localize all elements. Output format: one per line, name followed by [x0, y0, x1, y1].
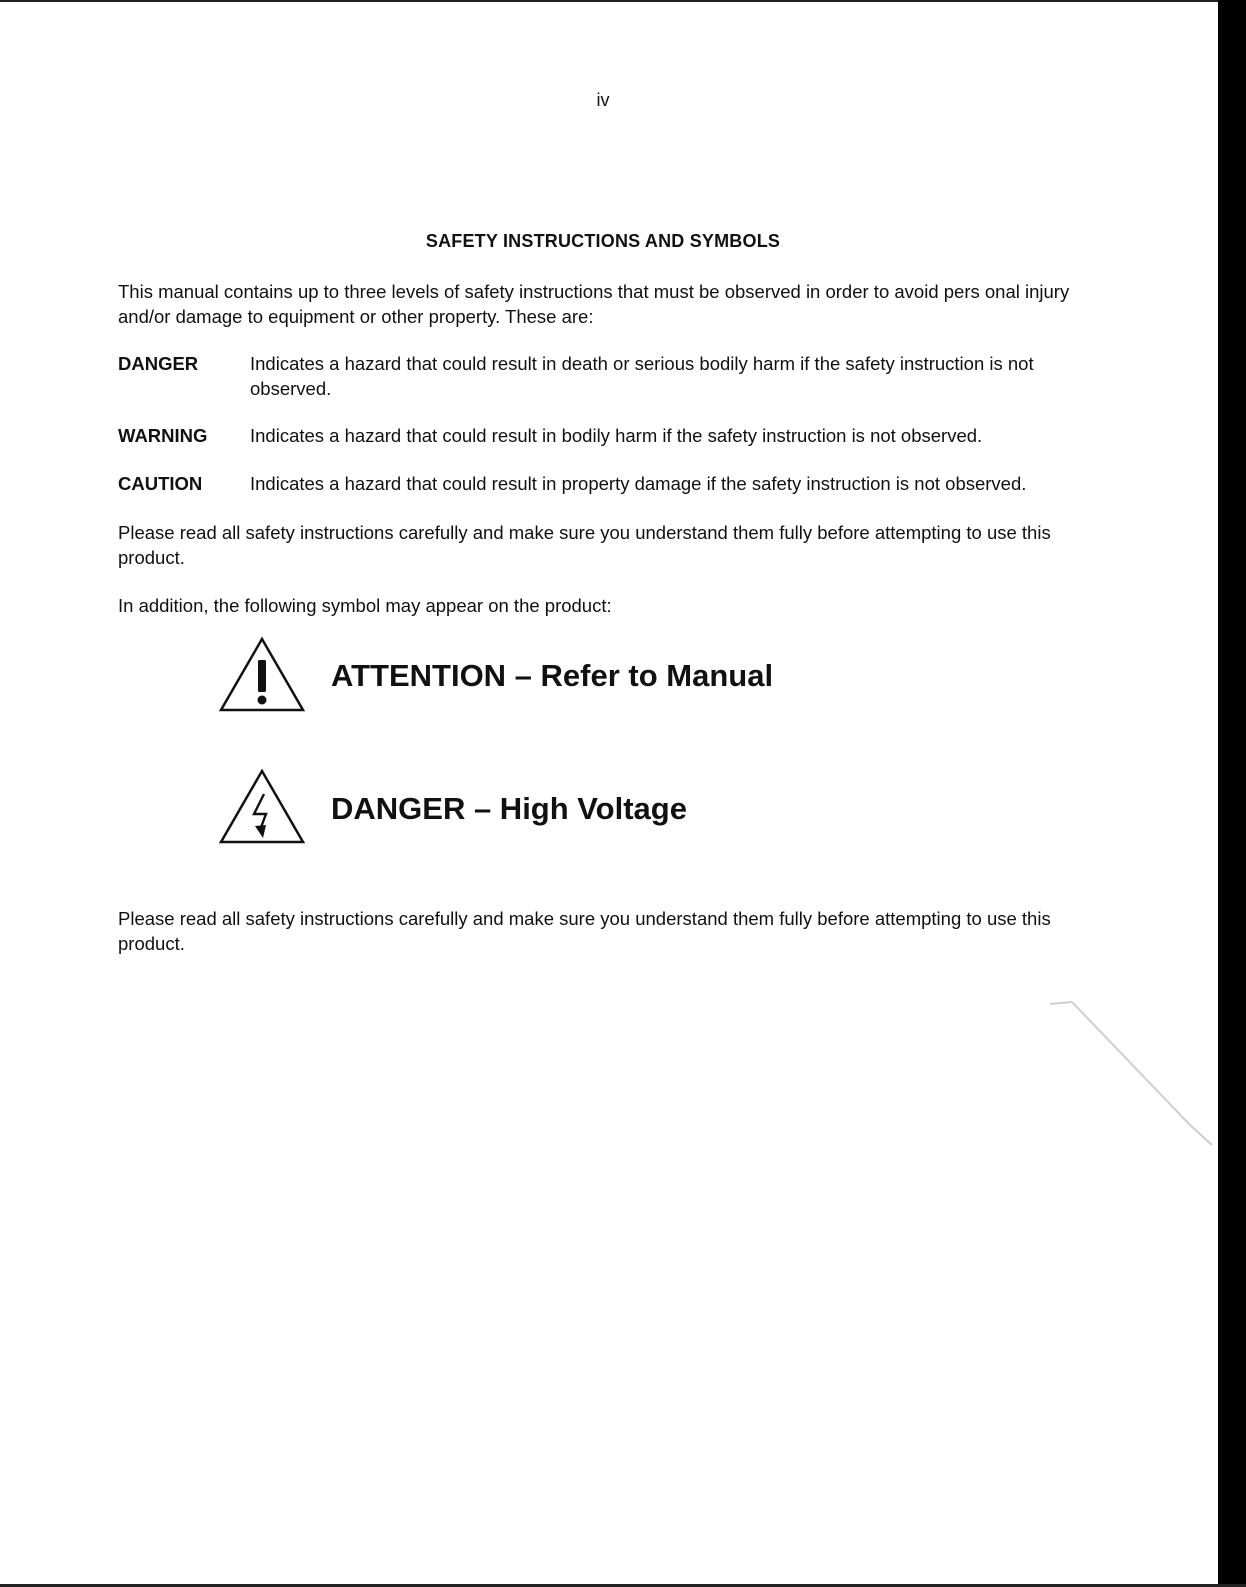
lightning-triangle-icon: [218, 768, 306, 846]
page-number: iv: [596, 90, 610, 110]
addition-paragraph: In addition, the following symbol may appear on the product:: [118, 595, 612, 616]
level-term: WARNING: [118, 425, 208, 446]
symbol-label: ATTENTION – Refer to Manual: [331, 658, 774, 693]
intro-paragraph: This manual contains up to three levels of safety instructions that must be observed in order to avoid pers onal injury and/or damage to equipment or other property. These are:: [118, 281, 1070, 327]
symbol-attention: [218, 636, 918, 716]
symbol-label: DANGER – High Voltage: [331, 791, 687, 826]
level-term: DANGER: [118, 353, 199, 374]
level-description: Indicates a hazard that could result in bodily harm if the safety instruction is not observed.: [250, 425, 983, 446]
read-notice-paragraph: Please read all safety instructions carefully and make sure you understand them fully before attempting to use this product.: [118, 522, 1051, 568]
scan-scratch-mark: [1040, 1000, 1230, 1150]
section-title: SAFETY INSTRUCTIONS AND SYMBOLS: [425, 231, 781, 251]
page-edge-top: [0, 0, 1246, 2]
level-description: Indicates a hazard that could result in death or serious bodily harm if the safety instruction is not observed.: [250, 353, 1034, 399]
level-term: CAUTION: [118, 473, 203, 494]
page-edge-right: [1218, 0, 1246, 1587]
read-notice-paragraph: Please read all safety instructions carefully and make sure you understand them fully before attempting to use this product.: [118, 908, 1051, 954]
exclamation-triangle-icon: [218, 636, 306, 714]
symbol-high-voltage: [218, 768, 918, 848]
level-description: Indicates a hazard that could result in property damage if the safety instruction is not observed.: [250, 473, 1027, 494]
